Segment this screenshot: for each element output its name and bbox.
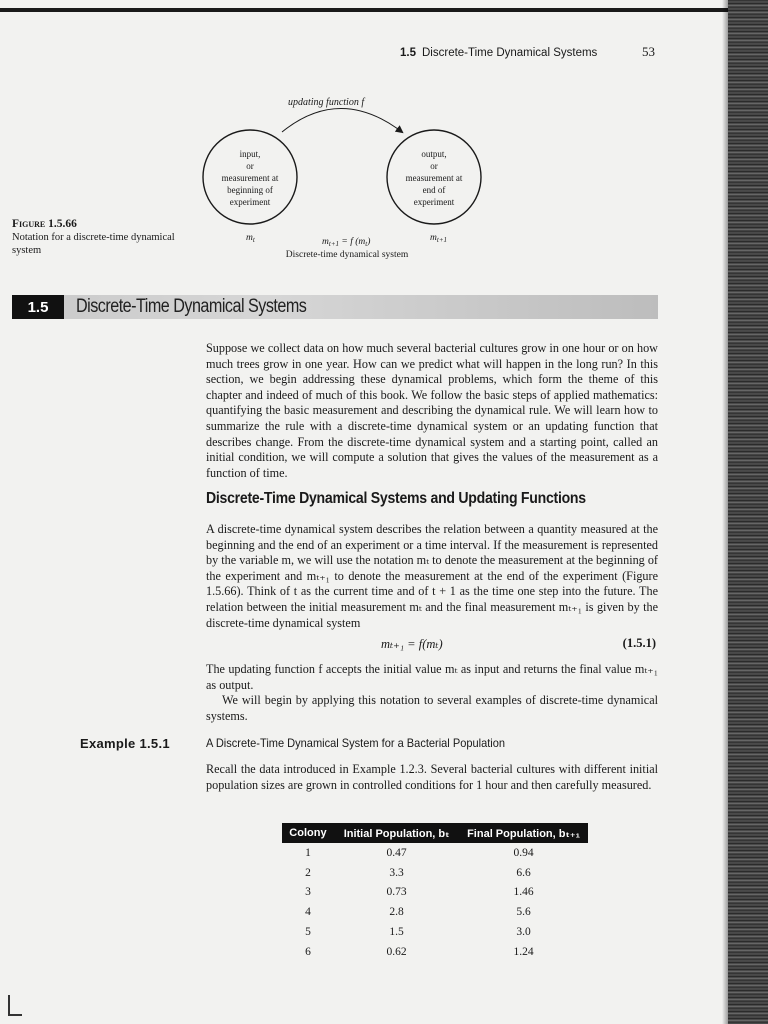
section-title: Discrete-Time Dynamical Systems <box>76 296 307 317</box>
table-cell: 2 <box>305 866 311 879</box>
updating-arrow <box>282 109 402 133</box>
table-cell: 1.5 <box>389 926 404 939</box>
table-cell: 1.46 <box>513 886 534 899</box>
table-row <box>282 902 588 922</box>
running-head <box>400 44 655 60</box>
figure-caption <box>12 218 192 257</box>
arrow-label: updating function f <box>288 97 365 108</box>
table-cell: 3.0 <box>516 926 531 939</box>
table-row <box>282 883 588 903</box>
equation-1-5-1 <box>206 636 658 654</box>
table-cell: 2.8 <box>389 906 404 919</box>
top-rule <box>0 8 740 12</box>
dynamical-system-diagram <box>190 85 463 265</box>
output-line-5: experiment <box>413 197 455 207</box>
table-cell: 0.94 <box>513 846 534 859</box>
table-cell: 5.6 <box>516 906 531 919</box>
table-row <box>282 922 588 942</box>
subsection-heading: Discrete-Time Dynamical Systems and Updating Functions <box>206 490 586 507</box>
intro-text-block <box>206 341 658 481</box>
map-formula: $m_{t+1} = f$ $(m_t)$ <box>322 237 371 248</box>
example-paragraph: Recall the data introduced in Example 1.2.3. Several bacterial cultures with different initial population sizes are grown in controlled conditions for 1 hour and then carefully measured. <box>206 762 658 792</box>
table-cell: 6.6 <box>516 866 531 879</box>
table-cell: 6 <box>305 945 311 958</box>
table-cell: 1 <box>305 846 311 859</box>
table-cell: 0.62 <box>386 945 407 958</box>
header-colony: Colony <box>282 823 334 843</box>
figure-label: Figure 1.5.66 <box>12 218 77 230</box>
subsection-text-block <box>206 522 658 631</box>
output-line-4: end of <box>422 185 446 195</box>
running-head-title: Discrete-Time Dynamical Systems <box>422 47 598 59</box>
table-row <box>282 942 588 962</box>
equation-body: mₜ₊₁ = f(mₜ) <box>381 637 443 651</box>
example-label: Example 1.5.1 <box>80 736 170 751</box>
table-cell: 1.24 <box>513 945 534 958</box>
input-line-3: measurement at <box>221 173 279 183</box>
output-line-1: output, <box>421 149 447 159</box>
after-equation-paragraph: The updating function f accepts the initial value mₜ as input and returns the final value mₜ₊₁ as output. <box>206 662 658 692</box>
table-cell: 0.47 <box>386 846 407 859</box>
table-row <box>282 863 588 883</box>
intro-paragraph: Suppose we collect data on how much several bacterial cultures grow in one hour or on how much trees grow in one year. How can we predict what will happen in the long run? In this section, we begin addressing these dynamical problems, which form the theme of this chapter and indeed of much of this book. We follow the basic steps of applied mathematics: quantifying the basic measurement and describing the dynamical rule. We will learn how to summarize the rule with a discrete-time dynamical system or an updating function that describes change. From the discrete-time dynamical system and a starting point, called an initial condition, we will compute a solution that gives the values of the measurement as a function of time. <box>206 341 658 480</box>
table-header-row <box>282 823 588 843</box>
running-head-section-number: 1.5 <box>400 47 416 59</box>
example-text-block <box>206 762 658 793</box>
table-cell: 3.3 <box>389 866 404 879</box>
section-banner <box>12 295 658 319</box>
after-equation-paragraph-2: We will begin by applying this notation to several examples of discrete-time dynamical systems. <box>206 693 658 723</box>
table-row <box>282 843 588 863</box>
header-initial-population: Initial Population, bₜ <box>334 823 459 843</box>
input-line-4: beginning of <box>227 185 273 195</box>
page-number: 53 <box>642 44 655 59</box>
example-title: A Discrete-Time Dynamical System for a Bacterial Population <box>206 736 506 750</box>
table-cell: 5 <box>305 926 311 939</box>
input-variable: $m_t$ <box>246 233 255 244</box>
figure-caption-text: Notation for a discrete-time dynamical system <box>12 232 175 256</box>
table-cell: 3 <box>305 886 311 899</box>
input-line-1: input, <box>239 149 261 159</box>
corner-crop-mark <box>8 995 10 1015</box>
header-final-population: Final Population, bₜ₊₁ <box>459 823 588 843</box>
subsection-paragraph: A discrete-time dynamical system describes the relation between a quantity measured at the beginning and the end of an experiment or a time interval. If the measurement is represented by the variable m, we will use the notation mₜ to denote the measurement at the beginning of the experiment and mₜ₊₁ to denote the measurement at the end of the experiment (Figure 1.5.66). Think of t as the current time and of t + 1 as the time one step into the future. The relation between the initial measurement mₜ and the final measurement mₜ₊₁ is given by the discrete-time dynamical system <box>206 522 658 630</box>
equation-number: (1.5.1) <box>622 636 656 650</box>
bacteria-data-table <box>282 823 588 962</box>
book-binding-edge <box>728 0 768 1024</box>
table-cell: 0.73 <box>386 886 407 899</box>
output-line-2: or <box>430 161 438 171</box>
output-line-3: measurement at <box>405 173 463 183</box>
diagram-caption: Discrete-time dynamical system <box>285 250 409 260</box>
section-number-box: 1.5 <box>12 295 64 319</box>
output-variable: $m_{t+1}$ <box>430 233 448 244</box>
table-cell: 4 <box>305 906 311 919</box>
input-line-5: experiment <box>229 197 271 207</box>
input-line-2: or <box>246 161 254 171</box>
after-equation-text-block <box>206 662 658 724</box>
